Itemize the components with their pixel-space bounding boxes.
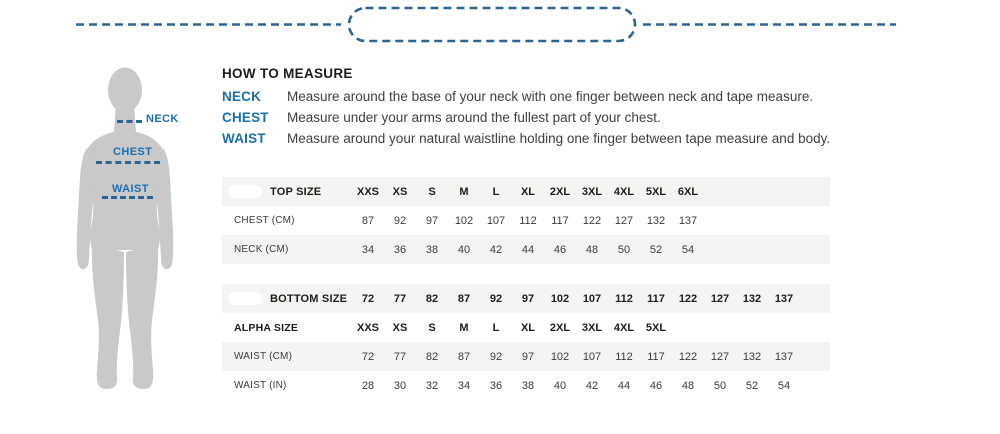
- waist-measure-label: WAIST: [112, 183, 149, 195]
- size-cell: 46: [649, 379, 663, 392]
- table-row: [222, 313, 830, 342]
- row-cells: [352, 244, 704, 256]
- header-label-cell: [222, 185, 352, 198]
- size-cell: XL: [520, 321, 536, 334]
- chest-measure-label: CHEST: [113, 146, 153, 158]
- size-cell: XXS: [356, 321, 379, 334]
- chest-measure-line: [96, 161, 160, 164]
- size-cell: 102: [550, 350, 570, 363]
- silhouette-left-arm: [77, 148, 94, 269]
- header-label-cell: [222, 292, 352, 305]
- section-title: HOW TO MEASURE: [222, 66, 353, 81]
- size-cell: 132: [742, 292, 762, 305]
- size-cell: 87: [457, 292, 471, 305]
- size-cell: 117: [647, 350, 665, 363]
- size-cell: 3XL: [581, 321, 603, 334]
- instruction-label: CHEST: [222, 110, 269, 125]
- size-cell: 54: [681, 243, 695, 256]
- size-cell: 48: [585, 243, 599, 256]
- table-row: [222, 342, 830, 371]
- row-label: CHEST (CM): [234, 215, 295, 226]
- size-cell: L: [492, 321, 500, 334]
- size-cell: 132: [646, 214, 666, 227]
- size-cell: XS: [392, 321, 408, 334]
- row-label: WAIST (IN): [234, 380, 287, 391]
- size-cell: 52: [745, 379, 759, 392]
- silhouette-left-leg: [92, 244, 124, 389]
- row-label: NECK (CM): [234, 244, 289, 255]
- size-cell: 117: [551, 214, 569, 227]
- table-header-label: BOTTOM SIZE: [270, 292, 348, 305]
- table-row: [222, 206, 830, 235]
- row-cells: [352, 351, 800, 363]
- size-cell: 127: [614, 214, 634, 227]
- size-cell: 38: [521, 379, 535, 392]
- instruction-text: Measure around the base of your neck with one finger between neck and tape measure.: [287, 89, 814, 104]
- size-cell: 112: [615, 350, 633, 363]
- size-cell: 137: [774, 292, 794, 305]
- size-cell: 40: [553, 379, 567, 392]
- size-cell: 132: [742, 350, 762, 363]
- erased-logo-patch: [228, 292, 262, 305]
- size-cell: 127: [710, 350, 730, 363]
- size-cell: 28: [361, 379, 375, 392]
- size-cell: 107: [486, 214, 506, 227]
- neck-measure-label: NECK: [146, 113, 179, 125]
- size-cell: 40: [457, 243, 471, 256]
- size-cell: 5XL: [645, 185, 667, 198]
- size-cell: 6XL: [677, 185, 699, 198]
- size-cell: 4XL: [613, 185, 635, 198]
- row-cells: [352, 322, 672, 334]
- size-cell: 72: [361, 350, 375, 363]
- size-cell: 2XL: [549, 185, 571, 198]
- size-cell: 137: [678, 214, 698, 227]
- size-cell: 107: [582, 292, 602, 305]
- table-row: [222, 235, 830, 264]
- size-cell: 42: [585, 379, 599, 392]
- table-row: [222, 371, 830, 400]
- size-cell: 50: [617, 243, 631, 256]
- size-cell: M: [459, 321, 469, 334]
- size-cell: 92: [393, 214, 407, 227]
- table-header-label: TOP SIZE: [270, 185, 322, 198]
- row-label: ALPHA SIZE: [234, 321, 299, 334]
- size-cell: S: [428, 321, 436, 334]
- row-label: WAIST (CM): [234, 351, 293, 362]
- instruction-text: Measure around your natural waistline holding one finger between tape measure and body.: [287, 131, 831, 146]
- row-cells: [352, 215, 704, 227]
- size-cell: 44: [617, 379, 631, 392]
- silhouette-right-leg: [126, 244, 158, 389]
- size-cell: 117: [647, 292, 665, 305]
- neck-measure-line: [117, 120, 142, 123]
- size-cell: 107: [582, 350, 602, 363]
- size-cell: 30: [393, 379, 407, 392]
- erased-logo-patch: [228, 185, 262, 198]
- size-cell: M: [459, 185, 469, 198]
- size-cell: 34: [457, 379, 471, 392]
- size-cell: 92: [489, 292, 503, 305]
- size-cell: 52: [649, 243, 663, 256]
- size-cell: 46: [553, 243, 567, 256]
- waist-measure-line: [102, 196, 153, 199]
- instruction-text: Measure under your arms around the fullest part of your chest.: [287, 110, 661, 125]
- size-cell: 54: [777, 379, 791, 392]
- size-cell: 122: [678, 350, 698, 363]
- size-cell: 102: [454, 214, 474, 227]
- size-cell: 4XL: [613, 321, 635, 334]
- size-cell: 102: [550, 292, 570, 305]
- size-cell: 36: [489, 379, 503, 392]
- size-cell: 48: [681, 379, 695, 392]
- size-cell: 127: [710, 292, 730, 305]
- size-cell: 112: [615, 292, 633, 305]
- top-size-table: [222, 177, 830, 264]
- size-cell: 72: [361, 292, 375, 305]
- size-cell: 87: [457, 350, 471, 363]
- size-cell: 112: [519, 214, 537, 227]
- size-cell: 3XL: [581, 185, 603, 198]
- size-cell: 82: [425, 350, 439, 363]
- size-cell: 87: [361, 214, 375, 227]
- size-cell: 5XL: [645, 321, 667, 334]
- instruction-row: [222, 110, 922, 126]
- size-cell: 92: [489, 350, 503, 363]
- size-cell: 44: [521, 243, 535, 256]
- size-cell: 32: [425, 379, 439, 392]
- size-cell: 38: [425, 243, 439, 256]
- size-cell: 97: [521, 292, 535, 305]
- instruction-row: [222, 131, 922, 147]
- header-cells: [352, 293, 800, 305]
- size-cell: 122: [582, 214, 602, 227]
- row-cells: [352, 380, 800, 392]
- table-row-header: [222, 177, 830, 206]
- size-cell: XXS: [356, 185, 379, 198]
- instruction-label: NECK: [222, 89, 262, 104]
- size-cell: 36: [393, 243, 407, 256]
- size-cell: 97: [521, 350, 535, 363]
- dashed-divider: [0, 0, 1000, 50]
- size-cell: XL: [520, 185, 536, 198]
- size-cell: 34: [361, 243, 375, 256]
- silhouette-right-arm: [156, 148, 173, 269]
- size-cell: 97: [425, 214, 439, 227]
- how-to-measure-section: [222, 66, 922, 147]
- size-cell: L: [492, 185, 500, 198]
- divider-pill: [349, 8, 635, 41]
- size-cell: 77: [393, 292, 407, 305]
- size-cell: S: [428, 185, 436, 198]
- silhouette-neck: [114, 104, 136, 132]
- size-cell: 77: [393, 350, 407, 363]
- size-cell: XS: [392, 185, 408, 198]
- size-cell: 82: [425, 292, 439, 305]
- bottom-size-table: [222, 284, 830, 400]
- header-cells: [352, 186, 704, 198]
- size-cell: 50: [713, 379, 727, 392]
- size-cell: 137: [774, 350, 794, 363]
- instruction-row: [222, 89, 922, 105]
- size-cell: 2XL: [549, 321, 571, 334]
- body-silhouette: [68, 62, 180, 395]
- size-cell: 122: [678, 292, 698, 305]
- table-row-header: [222, 284, 830, 313]
- instruction-label: WAIST: [222, 131, 266, 146]
- body-figure: [68, 62, 180, 395]
- size-cell: 42: [489, 243, 503, 256]
